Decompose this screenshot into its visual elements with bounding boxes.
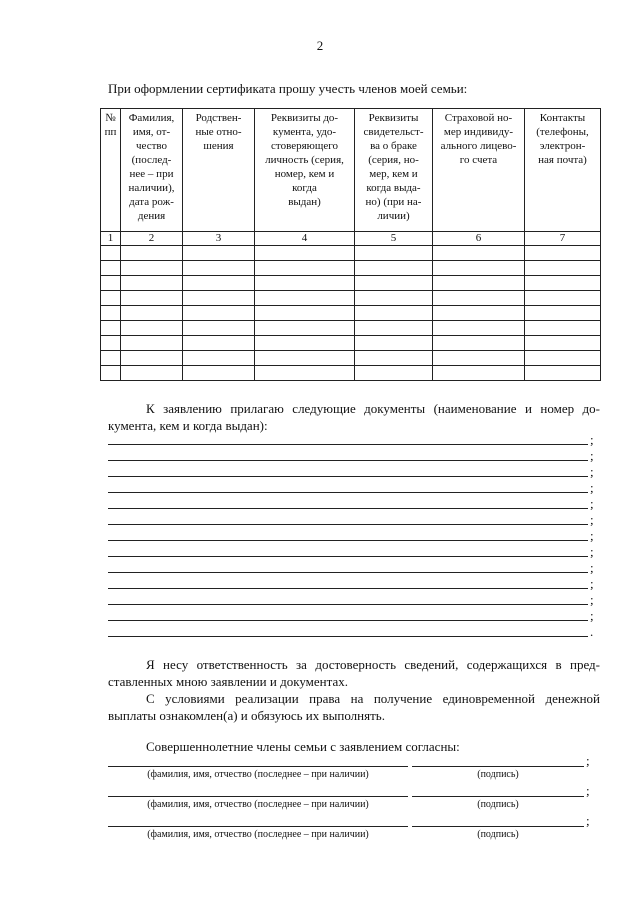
signature-caption: (подпись) [477,799,519,810]
name-caption: (фамилия, имя, отчество (последнее – при наличии) [147,829,369,840]
attachment-line[interactable] [108,444,588,445]
attachment-line[interactable] [108,476,588,477]
conditions-statement: С условиями реализации права на получение единовременной денежной выплаты ознакомлен(а) и обязуюсь их выполнять. [108,691,600,723]
line-end-semicolon: ; [590,432,594,447]
attachment-line[interactable] [108,636,588,637]
table-row[interactable] [101,306,601,321]
column-number: 3 [183,232,255,246]
header-insurance-number: Страховой но- мер индивиду- ального лицево- го счета [433,109,525,232]
attachment-line[interactable] [108,492,588,493]
header-id-document: Реквизиты до- кумента, удо- стоверяющего личность (серия, номер, кем и когда выдан) [255,109,355,232]
table-row[interactable] [101,246,601,261]
header-contacts: Контакты (телефоны, электрон- ная почта) [525,109,601,232]
name-caption: (фамилия, имя, отчество (последнее – при наличии) [147,769,369,780]
table-row[interactable] [101,336,601,351]
line-end-semicolon: ; [590,512,594,527]
signature-semicolon: ; [586,813,590,828]
attachment-line[interactable] [108,556,588,557]
attachment-line[interactable] [108,540,588,541]
family-members-table [100,108,601,381]
attachment-line[interactable] [108,460,588,461]
responsibility-statement: Я несу ответственность за достоверность сведений, содержащихся в пред-ставленных мною заявлении и документах. [108,657,600,689]
line-end-period: . [590,624,594,639]
column-number: 5 [355,232,433,246]
table-row[interactable] [101,291,601,306]
name-caption: (фамилия, имя, отчество (последнее – при наличии) [147,799,369,810]
table-row[interactable] [101,276,601,291]
page-number: 2 [316,38,324,53]
attachment-line[interactable] [108,572,588,573]
family-member-name-field[interactable] [108,766,408,767]
attachment-line[interactable] [108,524,588,525]
header-full-name: Фамилия, имя, от- чество (послед- нее – при наличии), дата рож- дения [121,109,183,232]
attachment-line[interactable] [108,588,588,589]
line-end-semicolon: ; [590,560,594,575]
header-relationship: Родствен- ные отно- шения [183,109,255,232]
line-end-semicolon: ; [590,464,594,479]
family-member-name-field[interactable] [108,796,408,797]
header-number: № пп [101,109,121,232]
line-end-semicolon: ; [590,496,594,511]
column-number: 6 [433,232,525,246]
column-number: 1 [101,232,121,246]
signature-field[interactable] [412,826,584,827]
line-end-semicolon: ; [590,528,594,543]
signature-field[interactable] [412,766,584,767]
line-end-semicolon: ; [590,576,594,591]
signature-field[interactable] [412,796,584,797]
column-number: 4 [255,232,355,246]
header-marriage-certificate: Реквизиты свидетельст- ва о браке (серия, но- мер, кем и когда выда- но) (при на- личии) [355,109,433,232]
attachment-line[interactable] [108,508,588,509]
signature-semicolon: ; [586,783,590,798]
consent-title: Совершеннолетние члены семьи с заявлением согласны: [146,739,460,754]
signature-semicolon: ; [586,753,590,768]
line-end-semicolon: ; [590,448,594,463]
attachment-line[interactable] [108,604,588,605]
table-row[interactable] [101,261,601,276]
table-row[interactable] [101,321,601,336]
line-end-semicolon: ; [590,608,594,623]
table-row[interactable] [101,351,601,366]
column-numbers-row [101,232,601,246]
attachments-intro: К заявлению прилагаю следующие документы (наименование и номер до-кумента, кем и когда выдан): [108,401,600,433]
family-member-name-field[interactable] [108,826,408,827]
table-header-row [101,109,601,232]
signature-caption: (подпись) [477,829,519,840]
line-end-semicolon: ; [590,480,594,495]
signature-caption: (подпись) [477,769,519,780]
column-number: 2 [121,232,183,246]
line-end-semicolon: ; [590,592,594,607]
attachment-line[interactable] [108,620,588,621]
table-row[interactable] [101,366,601,381]
line-end-semicolon: ; [590,544,594,559]
column-number: 7 [525,232,601,246]
family-intro: При оформлении сертификата прошу учесть членов моей семьи: [108,81,468,96]
